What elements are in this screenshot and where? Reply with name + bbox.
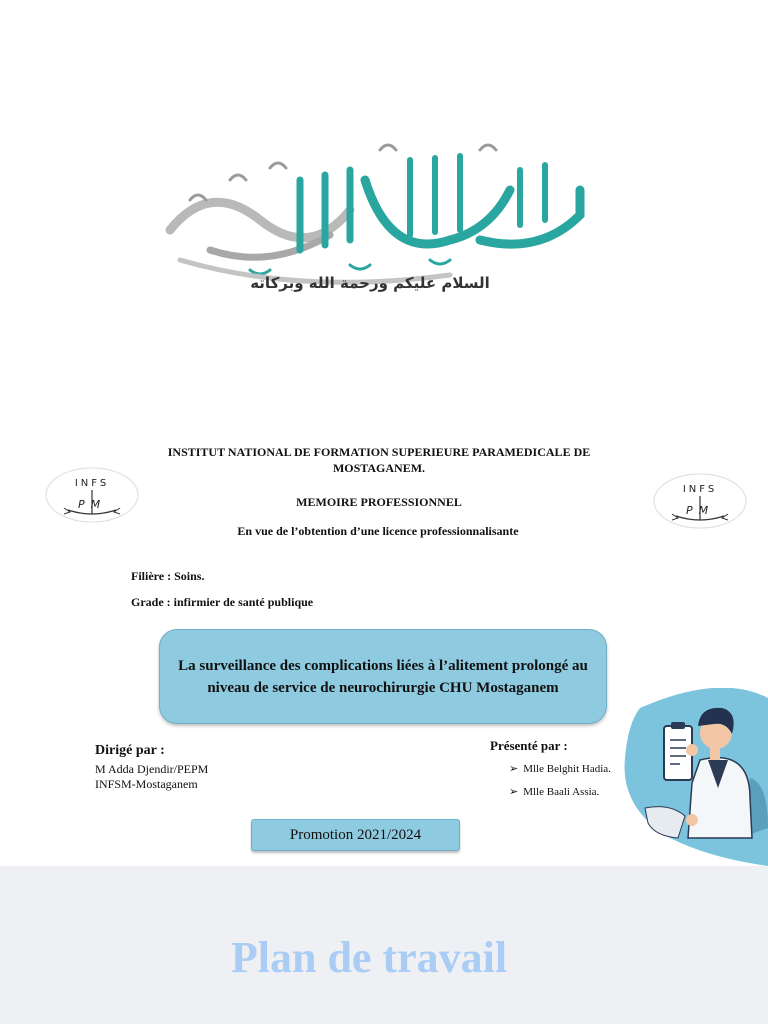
- nurse-clipboard-illustration: [600, 688, 768, 866]
- supervisor-name: M Adda Djendir/PEPM: [95, 762, 209, 776]
- promotion-badge: Promotion 2021/2024: [251, 819, 460, 851]
- document-type: MEMOIRE PROFESSIONNEL: [296, 495, 462, 509]
- presenter-name: Mlle Baali Assia.: [523, 785, 600, 798]
- thesis-title: La surveillance des complications liées à l’alitement prolongé au niveau de service de neurochirurgie CHU Mostaganem: [178, 657, 588, 696]
- arrow-right-icon: ➢: [509, 785, 519, 798]
- svg-text:INFS: INFS: [74, 478, 110, 489]
- infsm-logo-left: [44, 466, 140, 524]
- institution-name: INSTITUT NATIONAL DE FORMATION SUPERIEURE PARAMEDICALE DE MOSTAGANEM.: [167, 445, 591, 475]
- supervisor-heading: Dirigé par :: [95, 743, 165, 758]
- purpose-line: En vue de l’obtention d’une licence professionnalisante: [237, 524, 519, 538]
- presenter-item: [509, 785, 599, 798]
- plan-title: Plan de travail: [230, 933, 508, 982]
- svg-text:INFS: INFS: [682, 484, 718, 495]
- presenter-name: Mlle Belghit Hadia.: [523, 762, 611, 775]
- grade-line: Grade : infirmier de santé publique: [131, 595, 314, 609]
- svg-text:PM: PM: [685, 504, 715, 517]
- filiere-line: Filière : Soins.: [131, 569, 205, 583]
- supervisor-affiliation: INFSM-Mostaganem: [95, 777, 198, 791]
- footer-section: [0, 866, 768, 1024]
- infsm-logo-right: [652, 472, 748, 530]
- arrow-right-icon: ➢: [509, 762, 519, 775]
- svg-text:PM: PM: [77, 498, 107, 511]
- arabic-greeting: السلام عليكم ورحمة الله وبركاته: [250, 274, 490, 292]
- presenters-heading: Présenté par :: [490, 738, 568, 753]
- presenter-item: [509, 762, 611, 775]
- thesis-title-box: [159, 629, 607, 724]
